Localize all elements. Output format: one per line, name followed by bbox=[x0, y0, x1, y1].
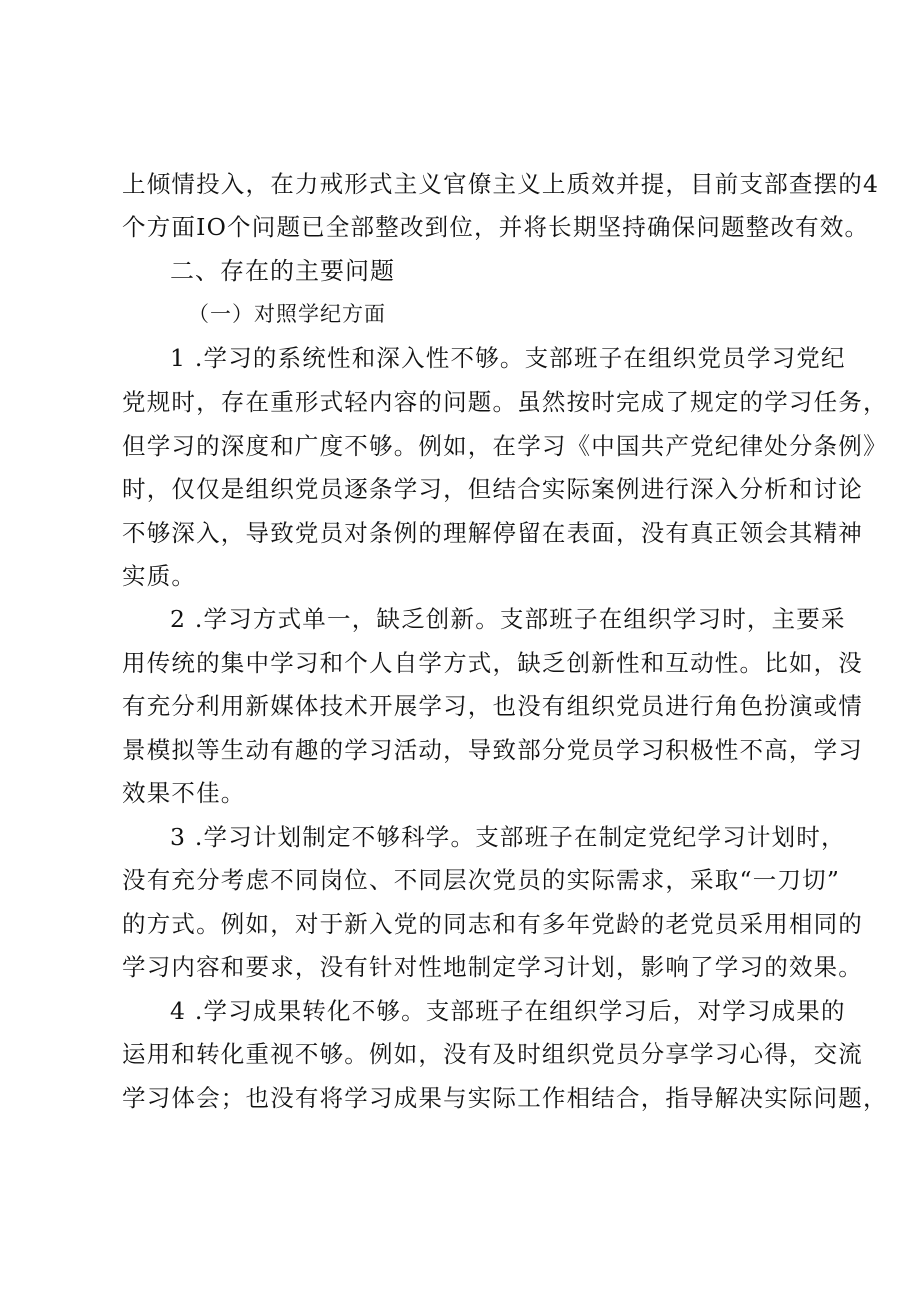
paragraph-line: 用传统的集中学习和个人自学方式，缺乏创新性和互动性。比如，没 bbox=[122, 649, 863, 677]
paragraph-line: 2 .学习方式单一，缺乏创新。支部班子在组织学习时，主要采 bbox=[170, 605, 846, 633]
paragraph-line: 景模拟等生动有趣的学习活动，导致部分党员学习积极性不高，学习 bbox=[122, 736, 863, 764]
paragraph-line: 3 .学习计划制定不够科学。支部班子在制定党纪学习计划时， bbox=[170, 823, 846, 851]
paragraph-line: 1 .学习的系统性和深入性不够。支部班子在组织党员学习党纪 bbox=[170, 344, 846, 372]
section-heading: 二、存在的主要问题 bbox=[170, 257, 395, 285]
paragraph-line: 效果不佳。 bbox=[122, 779, 246, 807]
paragraph-line: 实质。 bbox=[122, 562, 197, 590]
paragraph-line: 4 .学习成果转化不够。支部班子在组织学习后，对学习成果的 bbox=[170, 997, 846, 1025]
paragraph-line: 的方式。例如，对于新入党的同志和有多年党龄的老党员采用相同的 bbox=[122, 910, 863, 938]
paragraph-line: 党规时，存在重形式轻内容的问题。虽然按时完成了规定的学习任务， bbox=[122, 388, 888, 416]
paragraph-line: 但学习的深度和广度不够。例如，在学习《中国共产党纪律处分条例》 bbox=[122, 432, 888, 460]
paragraph-line: 不够深入，导致党员对条例的理解停留在表面，没有真正领会其精神 bbox=[122, 519, 863, 547]
paragraph-line: 上倾情投入，在力戒形式主义官僚主义上质效并提，目前支部查摆的4 bbox=[122, 170, 880, 198]
paragraph-line: 学习体会；也没有将学习成果与实际工作相结合，指导解决实际问题， bbox=[122, 1084, 888, 1112]
paragraph-line: 时，仅仅是组织党员逐条学习，但结合实际案例进行深入分析和讨论 bbox=[122, 475, 863, 503]
paragraph-line: 没有充分考虑不同岗位、不同层次党员的实际需求，采取“一刀切” bbox=[122, 866, 841, 894]
paragraph-line: 运用和转化重视不够。例如，没有及时组织党员分享学习心得，交流 bbox=[122, 1040, 863, 1068]
paragraph-line: 学习内容和要求，没有针对性地制定学习计划，影响了学习的效果。 bbox=[122, 953, 863, 981]
paragraph-line: 有充分利用新媒体技术开展学习，也没有组织党员进行角色扮演或情 bbox=[122, 692, 863, 720]
subsection-heading: （一）对照学纪方面 bbox=[188, 302, 386, 326]
paragraph-line: 个方面IO个问题已全部整改到位，并将长期坚持确保问题整改有效。 bbox=[122, 213, 870, 241]
